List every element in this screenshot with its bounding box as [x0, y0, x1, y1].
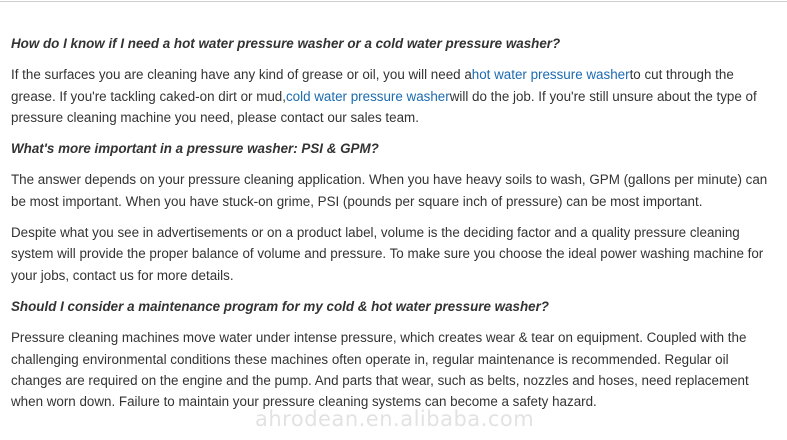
faq-answer-3: Pressure cleaning machines move water under intense pressure, which creates wear & tear on equipment. Coupled with the challenging environmental conditions these machines often operate in, regular maintenance is recommended. Regular oil changes are required on the engine and the pump. And parts that wear, such as belts, nozzles and hoses, need replacement when worn down. Failure to maintain your pressure cleaning systems can become a safety hazard. — [11, 330, 749, 410]
top-divider — [0, 1, 787, 2]
hot-water-pressure-washer-link[interactable]: hot water pressure washer — [471, 67, 630, 83]
faq-answer-2-paragraph-2: Despite what you see in advertisements or on a product label, volume is the deciding factor and a quality pressure cleaning system will provide the proper balance of volume and pressure. To make sure you choose the ideal power washing machine for your jobs, contact us for more details. — [11, 225, 764, 283]
faq-content — [11, 33, 773, 412]
faq-question-2: What's more important in a pressure washer: PSI & GPM? — [11, 141, 379, 157]
answer-1-text-c: will do the job. If you're still unsure about the type of pressure cleaning machine you need, please contact our sales team. — [11, 88, 757, 125]
faq-answer-2-paragraph-1: The answer depends on your pressure cleaning application. When you have heavy soils to wash, GPM (gallons per minute) can be most important. When you have stuck-on grime, PSI (pounds per square inch of pressure) can be most important. — [11, 172, 768, 209]
cold-water-pressure-washer-link[interactable]: cold water pressure washer — [285, 88, 450, 104]
faq-question-3: Should I consider a maintenance program for my cold & hot water pressure washer? — [11, 298, 549, 314]
faq-question-1: How do I know if I need a hot water pressure washer or a cold water pressure washer? — [11, 36, 561, 51]
faq-answer-1 — [11, 64, 773, 128]
answer-1-text-a: If the surfaces you are cleaning have any kind of grease or oil, you will need a — [11, 67, 472, 83]
watermark-text: ahrodean.en.alibaba.com — [255, 407, 535, 431]
answer-1-text-b: to cut through the grease. If you're tackling caked-on dirt or mud, — [11, 67, 734, 104]
